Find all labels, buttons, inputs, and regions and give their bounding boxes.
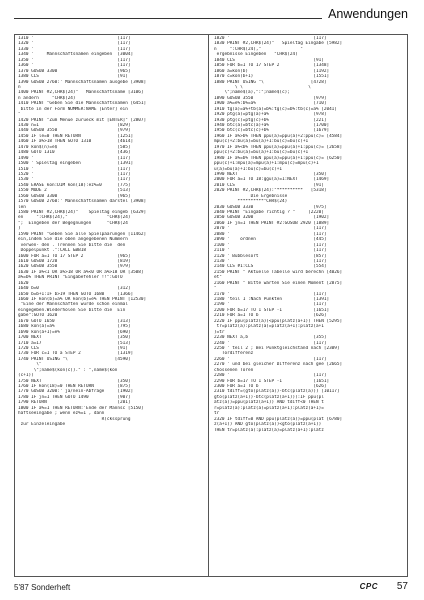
code-line: 1380 CLS [91] — [18, 74, 128, 80]
code-line: (c+1)) — [18, 373, 34, 379]
code-line: 1610 GOSUB 1720 [819] — [18, 258, 131, 264]
code-line: et" — [214, 275, 222, 281]
code-line: 1520 ' [117] — [18, 171, 131, 177]
code-line: 2250 ' teil 2 ; Bei Punktgleichstand nach [2309] — [214, 345, 340, 351]
code-line: eingegeben.Wiederholen Sie bitte die Ein — [18, 307, 126, 313]
code-line: 1490 ' [117] — [18, 155, 131, 161]
code-listing-right — [212, 36, 406, 433]
code-line: 1450 IF le=0 THEN RETURN [1251] — [18, 133, 134, 139]
code-line: en ":CHR$(24)," "CHR$(24) — [18, 215, 131, 221]
code-line: u(a)=bu(a)+1:bu(c)=bu(c)+1 — [214, 166, 282, 172]
code-line: n ":CHR$(24)," " — [214, 46, 303, 52]
code-line: 1800 IF a%=1 THEN RETURN:'Ende der Mannsc [5150] — [18, 405, 144, 411]
code-line: R(ckssprung — [18, 416, 131, 422]
code-line: 2320 IF tdiff=0 AND ppu(platz(a))=ppu(plat [6780] — [214, 416, 343, 422]
code-line: 2140 CLS #1:CLS [554] — [214, 264, 327, 270]
code-line: ppu(c)+1:mpu(a)=mpu(a)+1:mpu(c)=mpu(c)+1 — [214, 161, 319, 167]
code-line: 1880 PRINT USING "\ [4728] — [214, 79, 327, 85]
code-line: "; Eingeben der Begegnungen "CHR$(24 — [18, 220, 128, 226]
code-line: 2130 ' [117] — [214, 258, 327, 264]
code-line: 1870 c=kon(b+1) [1551] — [214, 74, 330, 80]
code-line: 2230 NEXT a,b [355] — [214, 335, 327, 341]
code-line: 1620 GOSUB 3550 [979] — [18, 264, 131, 270]
code-line: ein,indem Sie die oben angegebenen Nummern — [18, 237, 128, 243]
code-line: 2210 FOR a=1 TO b [626] — [214, 313, 327, 319]
code-line: chossenen Toren — [214, 367, 254, 373]
listing-column-left — [16, 36, 206, 576]
code-line: 1360 ' [117] — [18, 63, 131, 69]
code-line: 1860 a=kon(b) [1192] — [214, 68, 330, 74]
code-line: 1410 PRINT "Geben Sie die Mannschaftsnamen [6451] — [18, 101, 147, 107]
code-line: 1660 IF kon(b)=a% OR kon(b)=e% THEN PRINT [12530] — [18, 297, 147, 302]
code-line: THEN tr=platz(a):platz(a)=platz(a+1):platz — [214, 427, 324, 433]
code-line: mpu(c)+2:bu(a)=bu(a)+1:bu(c)=bu(c)+1 — [214, 139, 309, 145]
code-line: 2030 GOSUB 3330 [975] — [214, 204, 327, 210]
listing-column-right — [212, 36, 406, 576]
code-line: 1780 IF jn=1 THEN GOTO 1490 [907] — [18, 394, 131, 400]
code-line: n ändern "CHR$(24) — [18, 95, 76, 101]
code-line: 1480 GOTO 1310 [436] — [18, 150, 131, 156]
code-line: 1930 ptg(c)=ptg(c)+b% [221] — [214, 117, 327, 123]
code-line: 2300 FOR a=1 TO b [626] — [214, 384, 327, 389]
code-line: \" — [18, 362, 118, 368]
issue-label: 5'87 Sonderheft — [14, 583, 71, 592]
code-line: 2290 FOR b=17 TO 1 STEP -1 [1651] — [214, 378, 330, 384]
code-line: 1420 PRINT "Zum Menue zurueck mit [ENTER]" [2807] — [18, 117, 147, 123]
code-listing-left — [16, 36, 206, 428]
code-line: a%=b% THEN PRINT "Eingabefehler !!":GOTO — [18, 275, 123, 281]
code-line: 1690 kon(a+1)=e% [690] — [18, 329, 131, 335]
code-line: 1500 ' Spieltag eingeben [1391] — [18, 161, 134, 167]
code-line: 1400 PRINT #2,CHR$(24)" Mannschaftsname [3106] — [18, 90, 144, 96]
code-line: 1960 IF a%>b% THEN ppu(a)=ppu(a)+2:ppu(c)= [4584] — [214, 133, 343, 139]
code-line: n — [18, 84, 21, 90]
page-number: 57 — [396, 581, 408, 592]
code-line: 1560 GOSUB 3300 [965] — [18, 193, 131, 199]
code-line: gto(platz(a+1))-btc(platz(a+1))):IF ppu(pl — [214, 394, 324, 400]
code-line: Tordifferenz — [214, 351, 254, 357]
code-line: 1950 btc(c)=btc(c)+b% [1679] — [214, 128, 330, 134]
code-line: 1940 btc(a)=btc(a)+a% [1700] — [214, 123, 330, 128]
code-line: 2110 ' [117] — [214, 248, 327, 254]
code-line: 1710 a=17 [513] — [18, 340, 131, 346]
code-line: 1330 ' [117] — [18, 46, 131, 52]
code-line: "Eine der Mannschaften wurde schon einmal — [18, 302, 128, 308]
code-line: 1820 ' [117] — [214, 36, 327, 41]
code-line: 2120 ' Bubblesort [857] — [214, 253, 327, 259]
code-line: 2170 ' [117] — [214, 291, 327, 297]
code-line: 1830 PRINT #2,CHR$(24)" Spieltag Eingabe [5982] — [214, 41, 343, 47]
code-line: 1590 PRINT "Geben Sie alle Spielpaarungen [11462] — [18, 231, 147, 237]
code-line: 1980 IF a%=b% THEN ppu(a)=ppu(a)+1:ppu(c)= [6250] — [214, 155, 343, 161]
code-line: 2070 ' [117] — [214, 226, 327, 232]
code-line: 1920 ptg(a)=ptg(a)+a% [978] — [214, 112, 327, 118]
code-line: 1340 ' Mannschaftsnamen eingeben [3004] — [18, 52, 134, 58]
code-line: 1570 GOSUB 2760:' Mannschaftsnamen darstel [3908] — [18, 199, 147, 205]
code-line: 1970 IF a%<b% THEN ppu(a)=ppu(a)+1:ppu(c)= [2658] — [214, 144, 343, 150]
code-line: 1510 ' [117] — [18, 166, 131, 172]
code-line: " — [18, 112, 21, 118]
page-footer — [0, 581, 424, 597]
code-line: 2270 ' und bei gleicher Differenz nach gee [2665] — [214, 362, 343, 368]
code-line: 2180 'teil 1 :Nach Punkten [1391] — [214, 297, 330, 302]
code-line: )=tr — [214, 329, 225, 335]
code-line: 1390 GOSUB 2760:' Mannschaftsnamen ausgebe [3908] — [18, 79, 147, 85]
code-line: 1730 FOR c=1 TO a STEP 2 [1319] — [18, 351, 134, 357]
code-line: " — [214, 286, 217, 292]
code-line: \ \ \ — [214, 84, 311, 90]
code-line: 2150 PRINT " Aktuelle Tabelle wird berechn [4026] — [214, 269, 343, 275]
code-line: 2090 ' ordnen [445] — [214, 237, 327, 243]
code-line: 1350 ' [117] — [18, 57, 131, 63]
code-line: 2160 PRINT " Bitte warten Sie einen Moment [2875] — [214, 280, 343, 286]
code-line: 1550 MODE 2 [513] — [18, 188, 131, 194]
code-line: 1440 GOSUB 3550 [979] — [18, 128, 131, 134]
code-line: len — [18, 204, 26, 210]
code-line: 2220 IF ppu(platz(a))<ppu(platz(a+1)) THEN [5295] — [214, 318, 343, 324]
code-line: 2100 ' [117] — [214, 242, 327, 248]
code-line: 2060 IF jn=1 THEN PRINT #2:GOSUB 2920 [1889] — [214, 220, 330, 226]
code-line: ergebnisse Eingeben "CHR$(24) — [214, 52, 298, 58]
code-line: 1310 ' [117] — [18, 36, 131, 41]
code-line: zur Einzeleingabe — [18, 422, 66, 428]
code-line: z(a+1)) AND gto(platz(a))<gto(platz(a+1)) — [214, 422, 322, 428]
code-line: 2310 tdiff=(gto(platz(a))-btc(platz(a))) [10117] — [214, 389, 340, 395]
code-line: \";name$(kon(c))." : ",name$(kon — [18, 367, 118, 373]
code-line: 2020 PRINT #2,CHR$(24):"********** [5318] — [214, 188, 327, 194]
code-line: ) — [18, 226, 21, 232]
code-line: 2080 ' [117] — [214, 231, 327, 237]
code-line: 1370 GOSUB 3300 [965] — [18, 68, 131, 74]
code-line: verwen- den . Trennen Sie bitte die den — [18, 242, 126, 248]
code-line: ppu(c)+2:bu(a)=bu(a)+1:bu(c)=bu(c)+1 — [214, 150, 309, 156]
code-line: 1580 PRINT #2,CHR$(24)" Spieltag eingeb [6329] — [18, 210, 147, 215]
code-line: 2200 FOR b=17 TO 1 STEP -1 [1651] — [214, 307, 330, 313]
code-line: 1700 NEXT [350] — [18, 335, 131, 341]
code-line: 1720 CLS [91] — [18, 345, 128, 351]
code-line: 1470 kon$(n)=e$ [585] — [18, 144, 131, 150]
code-line: 1650 b=b+1:IF b>19 THEN GOTO 1680 [1366] — [18, 291, 134, 297]
code-line: 1770 GOSUB 3200:' ja/nein-Abfrage [1902] — [18, 389, 134, 395]
code-line: haftseeingabe ; wenn ez%=1 , dann — [18, 411, 105, 417]
code-line: 1640 b=0 [312] — [18, 286, 131, 292]
code-line: 2260 ' [117] — [214, 356, 327, 362]
code-line: 1540 ERASE kon:DIM kon(18):ez%=0 [775] — [18, 182, 131, 188]
code-line: 2280 ' [117] — [214, 373, 327, 379]
code-line: 2050 GOSUB 3200 [1902] — [214, 215, 330, 221]
code-line: **********"CHR$(24) — [214, 199, 288, 205]
code-line: 1990 NEXT [350] — [214, 171, 327, 177]
code-line: 1680 kon(a)=a% [795] — [18, 324, 131, 330]
code-line: \";name$(a),":";name$(c); — [214, 90, 290, 96]
code-line: tr — [214, 411, 220, 417]
page-header — [0, 4, 424, 26]
code-line: 2190 ' [117] — [214, 302, 327, 308]
code-line: 1790 RETURN [201] — [18, 400, 131, 406]
section-title: Anwendungen — [322, 7, 408, 21]
magazine-logo: CPC — [359, 582, 378, 591]
code-line: 2000 FOR a=1 TO 18:ggu(a)=1:NEXT [1469] — [214, 177, 330, 183]
code-line: 2010 CLS [91] — [214, 182, 324, 188]
code-line: 1850 FOR b=1 TO 17 STEP 2 [1348] — [214, 63, 330, 69]
code-line: Die Ergebnisse — [214, 193, 288, 199]
code-line: 2040 PRINT "Eingabe richtig ? " [2220] — [214, 210, 324, 215]
code-line: 1530 ' [117] — [18, 177, 131, 183]
code-line: atz(a))=ppu(platz(a+1)) AND tdiff<0 THEN t — [214, 400, 324, 406]
code-line: r=platz(a):platz(a)=platz(a+1):platz(a+1)= — [214, 405, 324, 411]
code-line: 1760 IF kon(18)=0 THEN RETURN [875] — [18, 384, 131, 389]
code-line: 1900 a%=e%:b%=a% [710] — [214, 101, 327, 107]
code-line: 1620 — [18, 280, 29, 286]
code-line: Doppelpunkt .":CALL &BB18 — [18, 248, 86, 254]
code-line: 1890 GOSUB 3550 [979] — [214, 95, 327, 101]
code-line: 1750 NEXT [350] — [18, 378, 131, 384]
code-line: 1460 IF a%>18 THEN GOTO 1310 [4614] — [18, 139, 134, 145]
code-line: 1840 CLS [91] — [214, 57, 324, 63]
code-line: 1910 tg(a)=a%+tb(a)=b%:tg(c)=b%:tb(c)=a% [2041] — [214, 106, 337, 112]
code-line: 2240 ' [117] — [214, 340, 327, 346]
code-line: 1600 FOR a=1 TO 17 STEP 2 [965] — [18, 253, 131, 259]
code-line: tr=platz(a):platz(a)=platz(a+1):platz(a+1 — [214, 324, 324, 330]
code-line: bitte in der Form NUMMER:NAME [Enter] ein — [18, 106, 128, 112]
code-line: 1430 n=1 [829] — [18, 123, 131, 128]
code-line: 1670 GOTO 1650 [313] — [18, 318, 131, 324]
code-line: 1740 PRINT USING "\ [4590] — [18, 356, 131, 362]
code-line: 1630 IF a%<1 OR a%>18 OR a%<0 OR a%>18 OR [3508] — [18, 269, 144, 275]
column-divider — [208, 34, 209, 577]
code-line: gabe":GOTO 1620 — [18, 313, 58, 319]
code-line: 1320 ' [117] — [18, 41, 131, 47]
